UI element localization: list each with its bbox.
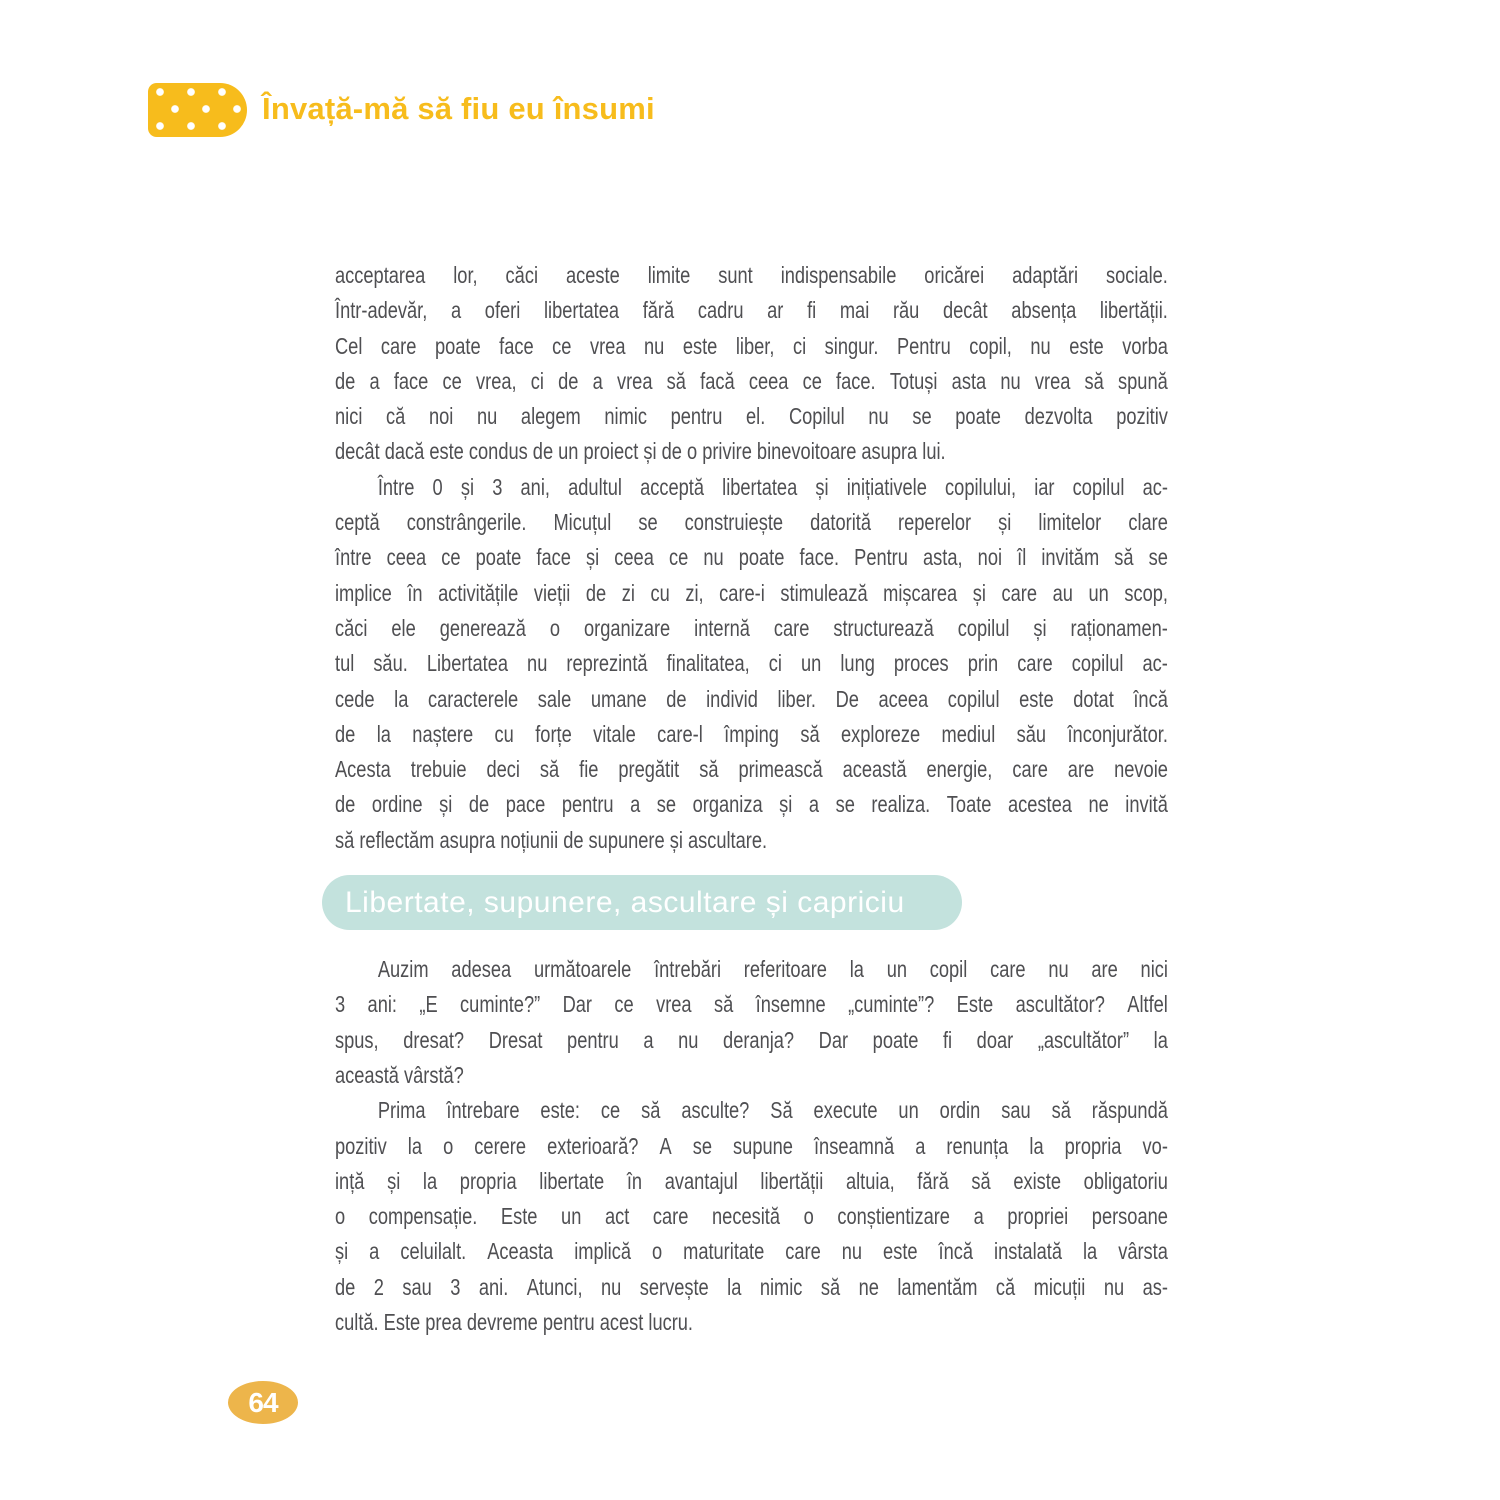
text-line: spus, dresat? Dresat pentru a nu deranja? Dar poate fi doar „ascultător” la — [335, 1026, 1168, 1053]
text-line: această vârstă? — [335, 1061, 464, 1088]
text-line: nici că noi nu alegem nimic pentru el. Copilul nu se poate dezvolta pozitiv — [335, 403, 1168, 430]
text-line: Prima întrebare este: ce să asculte? Să execute un ordin sau să răspundă — [377, 1097, 1168, 1124]
text-line: Auzim adesea următoarele întrebări referitoare la un copil care nu are nici — [377, 956, 1168, 983]
text-line: ceptă constrângerile. Micuțul se construiește datorită reperelor și limitelor clare — [335, 509, 1168, 536]
paragraph — [335, 470, 1168, 858]
chapter-title: Învață-mă să fiu eu însumi — [262, 91, 655, 126]
page-number: 64 — [248, 1386, 278, 1418]
text-line: de a face ce vrea, ci de a vrea să facă ceea ce face. Totuși asta nu vrea să spună — [335, 367, 1168, 394]
text-line: și a celuilalt. Aceasta implică o maturitate care nu este încă instalată la vârsta — [335, 1238, 1168, 1265]
text-line: cede la caracterele sale umane de individ liber. De aceea copilul este dotat încă — [335, 685, 1168, 712]
text-line: de 2 sau 3 ani. Atunci, nu servește la nimic să ne lamentăm că micuții nu as- — [335, 1273, 1168, 1300]
page-number-badge — [228, 1381, 298, 1424]
text-line: cultă. Este prea devreme pentru acest lucru. — [335, 1309, 694, 1336]
text-line: Într-adevăr, a oferi libertatea fără cadru ar fi mai rău decât absența libertății. — [335, 297, 1168, 324]
text-line: să reflectăm asupra noțiunii de supunere și ascultare. — [335, 826, 768, 853]
text-line: de la naștere cu forțe vitale care-l împing să exploreze mediul său înconjurător. — [335, 720, 1168, 747]
chapter-tab-icon — [148, 83, 247, 137]
paragraph — [335, 952, 1168, 1093]
text-line: acceptarea lor, căci aceste limite sunt indispensabile oricărei adaptări sociale. — [335, 262, 1168, 288]
paragraph — [335, 258, 1168, 470]
text-line: Între 0 și 3 ani, adultul acceptă libertatea și inițiativele copilului, iar copilul ac- — [377, 473, 1168, 500]
text-line: Acesta trebuie deci să fie pregătit să primească această energie, care are nevoie — [335, 756, 1168, 783]
text-line: 3 ani: „E cuminte?” Dar ce vrea să însemne „cuminte”? Este ascultător? Altfel — [335, 991, 1168, 1018]
text-line: ință și la propria libertate în avantajul libertății altuia, fără să existe obligatoriu — [335, 1167, 1168, 1194]
text-line: între ceea ce poate face și ceea ce nu poate face. Pentru asta, noi îl invităm să se — [335, 544, 1168, 571]
text-line: Cel care poate face ce vrea nu este liber, ci singur. Pentru copil, nu este vorba — [335, 332, 1168, 359]
text-line: o compensație. Este un act care necesită o conștientizare a propriei persoane — [335, 1203, 1168, 1230]
text-line: tul său. Libertatea nu reprezintă finalitatea, ci un lung proces prin care copilul ac- — [335, 650, 1168, 677]
text-line: căci ele generează o organizare internă care structurează copilul și raționamen- — [335, 614, 1168, 641]
text-line: de ordine și de pace pentru a se organiza și a se realiza. Toate acestea ne invită — [335, 791, 1168, 818]
text-line: pozitiv la o cerere exterioară? A se supune înseamnă a renunța la propria vo- — [335, 1132, 1168, 1159]
text-line: implice în activitățile vieții de zi cu zi, care-i stimulează mișcarea și care au un scop, — [335, 579, 1168, 606]
text-line: decât dacă este condus de un proiect și de o privire binevoitoare asupra lui. — [335, 438, 946, 465]
paragraph — [335, 1093, 1168, 1340]
content-column — [335, 258, 1168, 1340]
section-heading: Libertate, supunere, ascultare și capriciu — [322, 875, 962, 930]
